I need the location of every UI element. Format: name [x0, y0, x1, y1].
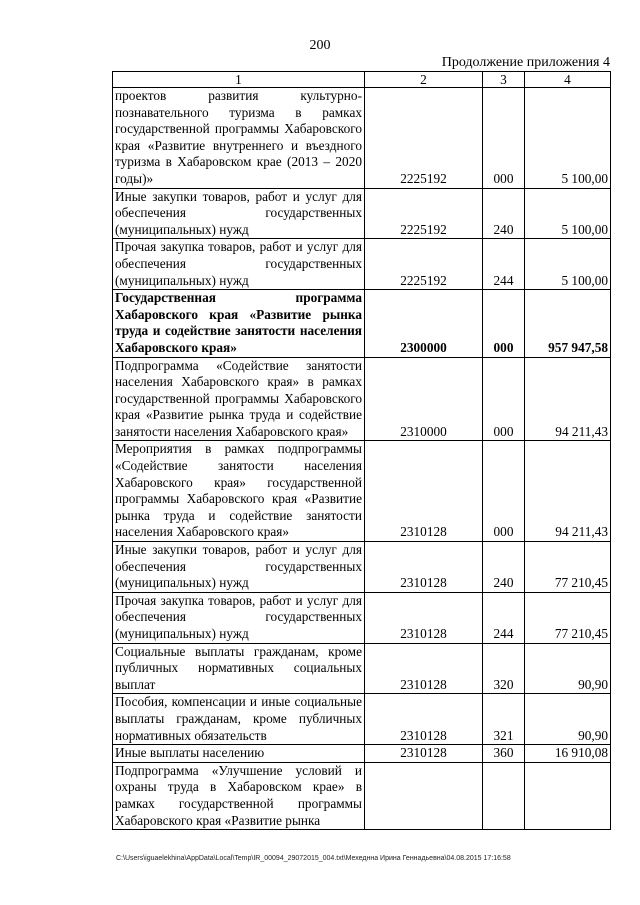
file-path-footer: C:\Users\iguaelekhina\AppData\Local\Temp\IR_00094_29072015_004.txt\Мехеднна Ирина Геннадьевна\04.08.2015 17:16:58	[116, 855, 511, 862]
row-amount-cell: 5 100,00	[525, 188, 611, 239]
row-name-cell: Мероприятия в рамках подпрограммы «Содействие занятости населения Хабаровского края» государственной программы Хабаровского края «Развитие рынка труда и содействие занятости населения Хабаровского края»	[113, 441, 365, 542]
header-cell: 4	[525, 72, 611, 88]
row-type-cell: 000	[483, 290, 525, 357]
row-code-cell: 2225192	[365, 88, 483, 189]
row-amount-cell: 77 210,45	[525, 592, 611, 643]
row-amount-cell: 957 947,58	[525, 290, 611, 357]
table-row	[113, 762, 611, 829]
row-type-cell: 240	[483, 542, 525, 593]
table-row	[113, 188, 611, 239]
row-amount-cell: 94 211,43	[525, 441, 611, 542]
row-code-cell: 2310128	[365, 694, 483, 745]
row-amount-cell: 94 211,43	[525, 357, 611, 441]
row-amount-cell: 16 910,08	[525, 745, 611, 763]
header-cell: 3	[483, 72, 525, 88]
row-name-cell: Государственная программа Хабаровского края «Развитие рынка труда и содействие занятости населения Хабаровского края»	[113, 290, 365, 357]
row-type-cell: 321	[483, 694, 525, 745]
row-name-cell: Иные выплаты населению	[113, 745, 365, 763]
row-code-cell: 2310000	[365, 357, 483, 441]
row-code-cell: 2310128	[365, 441, 483, 542]
table-body	[113, 88, 611, 830]
table-row	[113, 694, 611, 745]
table-row	[113, 239, 611, 290]
table-row	[113, 290, 611, 357]
table-row	[113, 643, 611, 694]
row-code-cell: 2310128	[365, 745, 483, 763]
row-name-cell: Иные закупки товаров, работ и услуг для обеспечения государственных (муниципальных) нужд	[113, 188, 365, 239]
row-type-cell: 000	[483, 357, 525, 441]
table-row	[113, 88, 611, 189]
row-amount-cell: 90,90	[525, 643, 611, 694]
row-name-cell: проектов развития культурно-познавательного туризма в рамках государственной программы Хабаровского края «Развитие внутреннего и въездного туризма в Хабаровском крае (2013 – 2020 годы)»	[113, 88, 365, 189]
row-code-cell: 2310128	[365, 542, 483, 593]
row-type-cell: 244	[483, 239, 525, 290]
row-name-cell: Пособия, компенсации и иные социальные выплаты гражданам, кроме публичных нормативных обязательств	[113, 694, 365, 745]
header-cell: 1	[113, 72, 365, 88]
row-type-cell: 360	[483, 745, 525, 763]
row-name-cell: Иные закупки товаров, работ и услуг для обеспечения государственных (муниципальных) нужд	[113, 542, 365, 593]
row-amount-cell	[525, 762, 611, 829]
page-number: 200	[309, 38, 331, 53]
row-type-cell: 320	[483, 643, 525, 694]
row-code-cell: 2225192	[365, 188, 483, 239]
header-cell: 2	[365, 72, 483, 88]
budget-table	[112, 71, 611, 830]
row-type-cell: 000	[483, 88, 525, 189]
row-name-cell: Социальные выплаты гражданам, кроме публичных нормативных социальных выплат	[113, 643, 365, 694]
row-name-cell: Подпрограмма «Содействие занятости населения Хабаровского края» в рамках государственной программы Хабаровского края «Развитие рынка труда и содействие занятости населения Хабаровского края»	[113, 357, 365, 441]
row-amount-cell: 5 100,00	[525, 239, 611, 290]
table-row	[113, 441, 611, 542]
row-code-cell: 2310128	[365, 592, 483, 643]
row-code-cell: 2300000	[365, 290, 483, 357]
row-name-cell: Прочая закупка товаров, работ и услуг для обеспечения государственных (муниципальных) нужд	[113, 239, 365, 290]
table-row	[113, 542, 611, 593]
continuation-note: Продолжение приложения 4	[441, 55, 610, 70]
row-amount-cell: 5 100,00	[525, 88, 611, 189]
row-code-cell: 2310128	[365, 643, 483, 694]
row-code-cell	[365, 762, 483, 829]
row-code-cell: 2225192	[365, 239, 483, 290]
row-name-cell: Подпрограмма «Улучшение условий и охраны труда в Хабаровском крае» в рамках государственной программы Хабаровского края «Развитие рынка	[113, 762, 365, 829]
row-type-cell: 244	[483, 592, 525, 643]
row-type-cell	[483, 762, 525, 829]
header-row	[113, 72, 611, 88]
row-amount-cell: 90,90	[525, 694, 611, 745]
row-type-cell: 000	[483, 441, 525, 542]
row-type-cell: 240	[483, 188, 525, 239]
table-row	[113, 745, 611, 763]
row-amount-cell: 77 210,45	[525, 542, 611, 593]
table-row	[113, 592, 611, 643]
table-row	[113, 357, 611, 441]
row-name-cell: Прочая закупка товаров, работ и услуг для обеспечения государственных (муниципальных) нужд	[113, 592, 365, 643]
